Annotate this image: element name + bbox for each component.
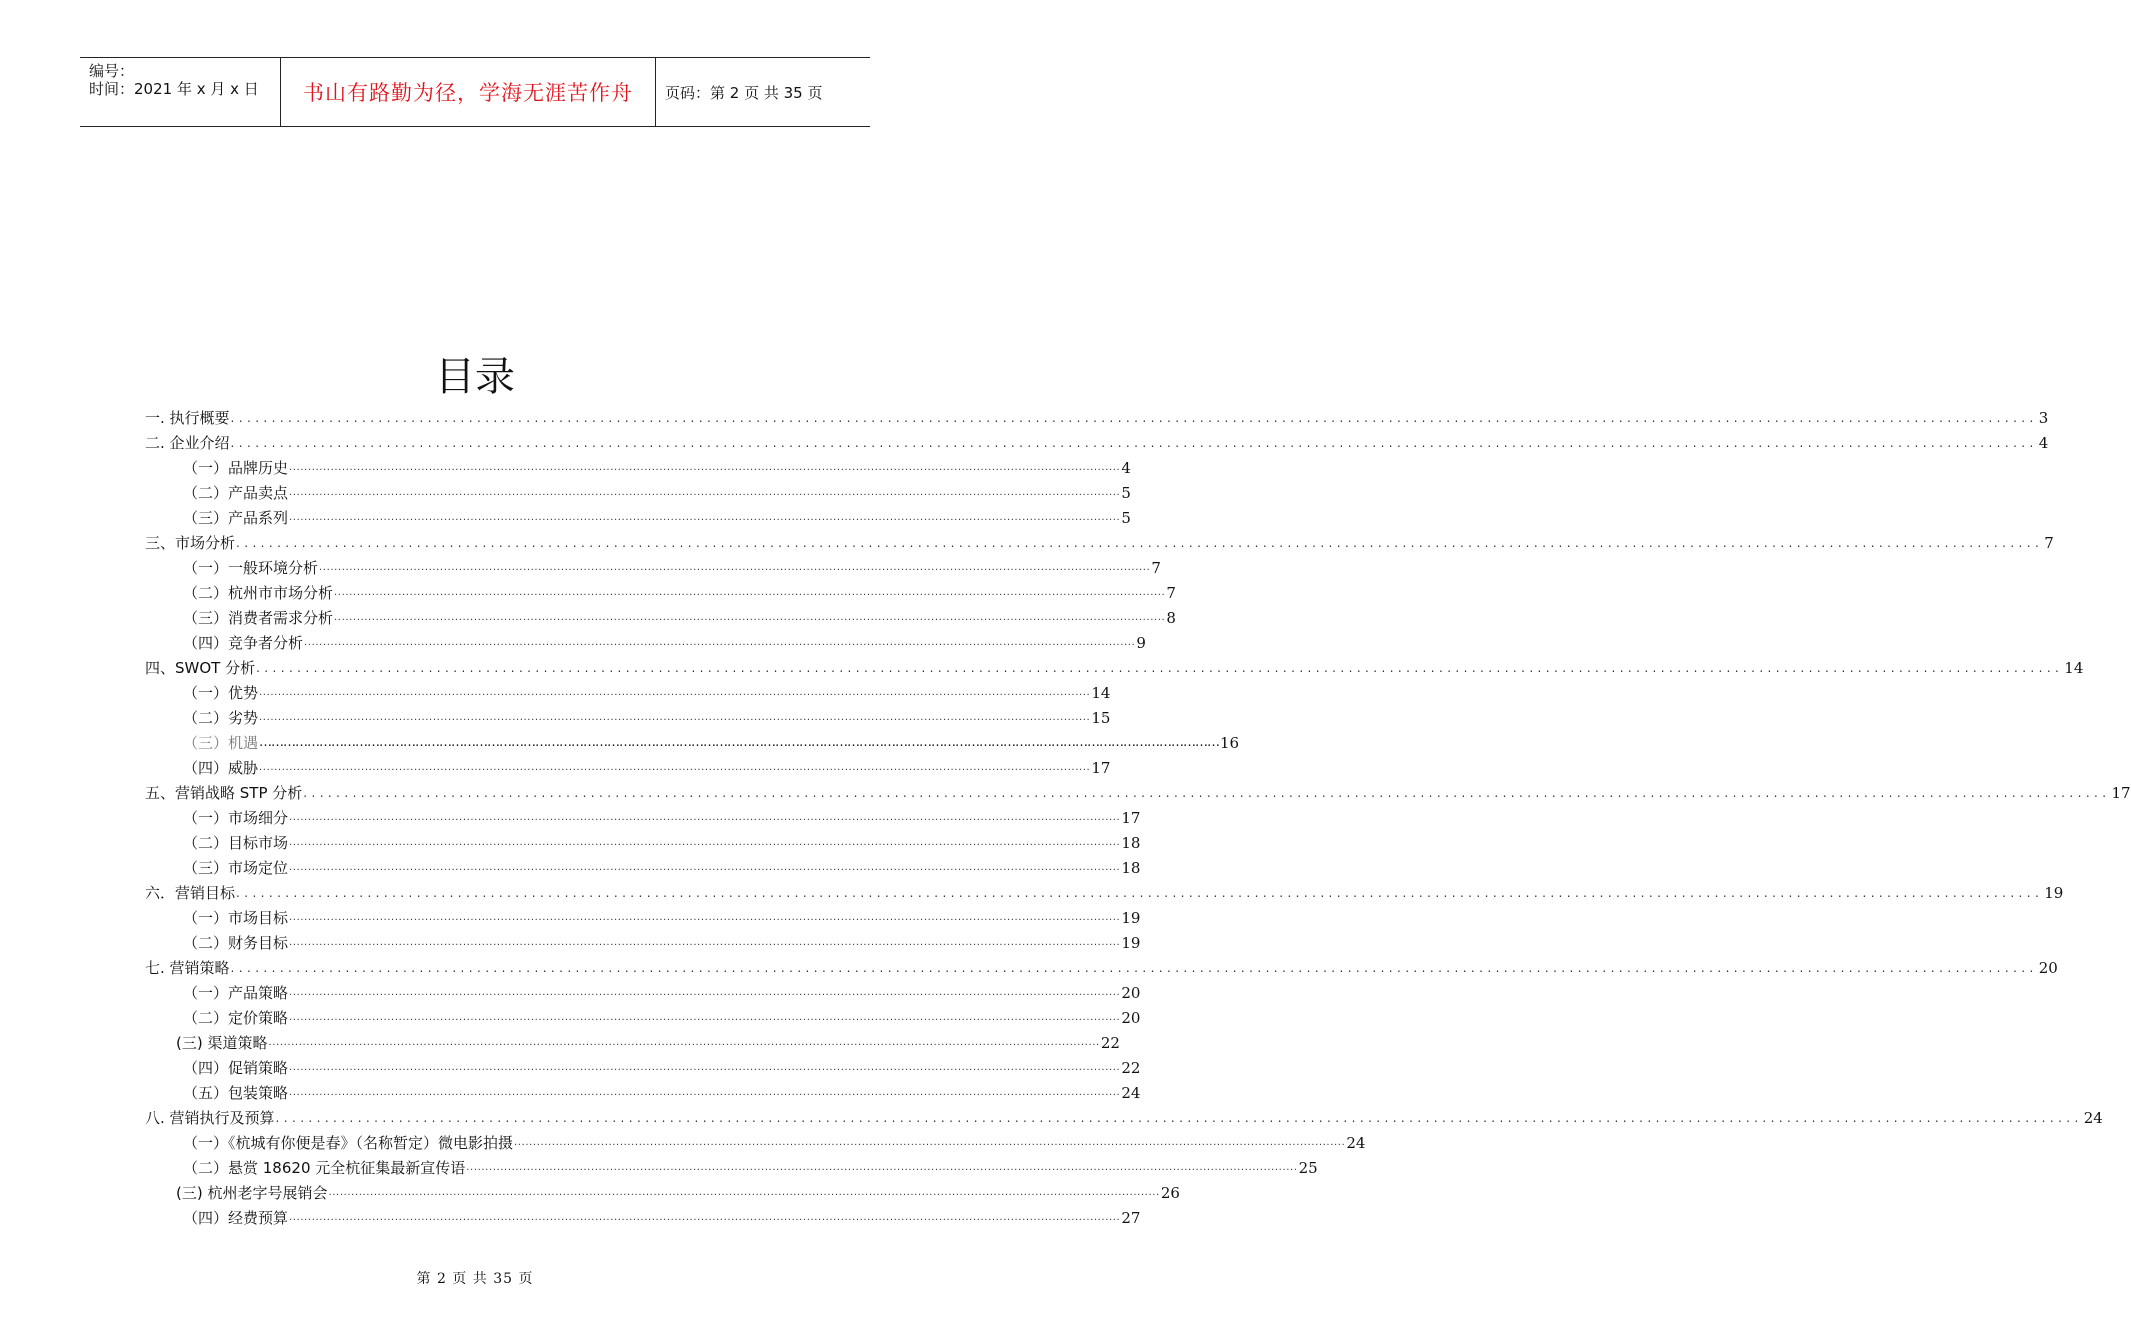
toc-leader: ............................................................................................................................................................................................................................ bbox=[514, 1137, 1346, 1148]
toc-leader: ............................................................................................................................................................................................................................ bbox=[289, 862, 1121, 873]
toc-entry-label: （二）财务目标 bbox=[183, 934, 289, 952]
toc-entry-page: 16 bbox=[1220, 734, 1240, 752]
toc-entry-page: 4 bbox=[1121, 459, 1131, 477]
toc-leader: ............................................................................................................................................................................................................................ bbox=[334, 612, 1166, 623]
toc-entry-page: 17 bbox=[2111, 784, 2131, 802]
table-of-contents bbox=[145, 403, 2131, 1228]
toc-entry-label: （四）竞争者分析 bbox=[183, 634, 304, 652]
toc-entry-page: 20 bbox=[1121, 984, 1141, 1002]
toc-leader: ............................................................................................................................................................................................................................ bbox=[289, 987, 1121, 998]
toc-entry-page: 7 bbox=[2044, 534, 2054, 552]
toc-entry-label: （四）经费预算 bbox=[183, 1209, 289, 1227]
toc-entry-page: 26 bbox=[1160, 1184, 1180, 1202]
toc-entry[interactable] bbox=[145, 1128, 1366, 1153]
toc-entry-label: 四、SWOT 分析 bbox=[145, 659, 256, 677]
toc-entry[interactable] bbox=[145, 453, 1131, 478]
toc-entry[interactable] bbox=[145, 478, 1131, 503]
toc-entry-label: 一. 执行概要 bbox=[145, 409, 230, 427]
toc-entry-label: （三）产品系列 bbox=[183, 509, 289, 527]
page-footer: 第 2 页 共 35 页 bbox=[416, 1271, 534, 1287]
toc-leader: ............................................................................................................................................................................................................................ bbox=[256, 661, 2064, 675]
toc-entry-label: （四）威胁 bbox=[183, 759, 259, 777]
toc-entry[interactable] bbox=[145, 1153, 1318, 1178]
header-motto: 书山有路勤为径，学海无涯苦作舟 bbox=[281, 58, 656, 126]
toc-entry-page: 3 bbox=[2038, 409, 2049, 427]
toc-leader: ............................................................................................................................................................................................................................ bbox=[236, 886, 2044, 900]
toc-entry-label: （二）目标市场 bbox=[183, 834, 289, 852]
number-label: 编号： bbox=[89, 62, 135, 80]
toc-leader: ............................................................................................................................................................................................................................ bbox=[230, 411, 2038, 425]
toc-entry-page: 18 bbox=[1121, 859, 1141, 877]
toc-entry-page: 7 bbox=[1166, 584, 1176, 602]
toc-entry-page: 22 bbox=[1121, 1059, 1141, 1077]
toc-entry-label: （五）包装策略 bbox=[183, 1084, 289, 1102]
toc-leader: ............................................................................................................................................................................................................................ bbox=[289, 462, 1121, 473]
toc-entry[interactable] bbox=[145, 728, 1240, 753]
toc-entry-page: 5 bbox=[1121, 484, 1131, 502]
toc-entry-label: （一）一般环境分析 bbox=[183, 559, 319, 577]
toc-entry-label: （三）机遇 bbox=[183, 734, 259, 752]
toc-entry-label: 五、营销战略 STP 分析 bbox=[145, 784, 303, 802]
toc-entry-label: 三、市场分析 bbox=[145, 534, 236, 552]
toc-entry[interactable] bbox=[145, 703, 1111, 728]
toc-entry[interactable] bbox=[145, 403, 2049, 428]
toc-entry[interactable] bbox=[145, 753, 1111, 778]
toc-entry-label: （一）市场细分 bbox=[183, 809, 289, 827]
toc-entry-page: 18 bbox=[1121, 834, 1141, 852]
toc-entry-label: （一）优势 bbox=[183, 684, 259, 702]
toc-entry-page: 27 bbox=[1121, 1209, 1141, 1227]
toc-entry-page: 7 bbox=[1151, 559, 1161, 577]
toc-entry-page: 19 bbox=[2044, 884, 2064, 902]
toc-leader: ............................................................................................................................................................................................................................ bbox=[328, 1187, 1160, 1198]
toc-entry[interactable] bbox=[145, 1103, 2103, 1128]
toc-leader: ............................................................................................................................................................................................................................ bbox=[230, 961, 2038, 975]
toc-entry[interactable] bbox=[145, 978, 1141, 1003]
toc-entry-label: （二）定价策略 bbox=[183, 1009, 289, 1027]
toc-entry-label: （一）产品策略 bbox=[183, 984, 289, 1002]
toc-entry-label: (三) 渠道策略 bbox=[176, 1034, 268, 1052]
toc-entry[interactable] bbox=[145, 1003, 1141, 1028]
toc-entry-page: 24 bbox=[1346, 1134, 1366, 1152]
toc-entry[interactable] bbox=[145, 903, 1141, 928]
toc-leader: ............................................................................................................................................................................................................................ bbox=[289, 937, 1121, 948]
toc-leader: ............................................................................................................................................................................................................................ bbox=[289, 812, 1121, 823]
toc-leader: ............................................................................................................................................................................................................................ bbox=[334, 587, 1166, 598]
toc-entry-page: 9 bbox=[1136, 634, 1146, 652]
toc-entry-page: 17 bbox=[1121, 809, 1141, 827]
toc-entry-page: 19 bbox=[1121, 909, 1141, 927]
toc-entry[interactable] bbox=[145, 603, 1176, 628]
toc-entry-page: 14 bbox=[2064, 659, 2084, 677]
toc-entry[interactable] bbox=[145, 528, 2054, 553]
toc-entry-page: 25 bbox=[1298, 1159, 1318, 1177]
toc-leader: ............................................................................................................................................................................................................................ bbox=[289, 1012, 1121, 1023]
toc-leader: ............................................................................................................................................................................................................................ bbox=[275, 1111, 2083, 1125]
toc-entry[interactable] bbox=[145, 1028, 1120, 1053]
toc-entry[interactable] bbox=[145, 1203, 1141, 1228]
toc-entry-page: 22 bbox=[1100, 1034, 1120, 1052]
toc-entry[interactable] bbox=[145, 878, 2064, 903]
toc-entry-page: 17 bbox=[1091, 759, 1111, 777]
toc-entry-page: 20 bbox=[2038, 959, 2058, 977]
toc-leader: ............................................................................................................................................................................................................................ bbox=[466, 1162, 1298, 1173]
toc-entry-label: （一）市场目标 bbox=[183, 909, 289, 927]
toc-leader: ............................................................................................................................................................................................................................ bbox=[303, 786, 2111, 800]
page-header bbox=[80, 57, 870, 127]
toc-entry[interactable] bbox=[145, 428, 2049, 453]
toc-entry[interactable] bbox=[145, 1078, 1141, 1103]
toc-leader: …………………………………………………………………………………………………………………………………………………………………………………………………………………… bbox=[259, 735, 1220, 750]
toc-leader: ............................................................................................................................................................................................................................ bbox=[289, 837, 1121, 848]
toc-entry-label: （二）悬赏 18620 元全杭征集最新宣传语 bbox=[183, 1159, 466, 1177]
toc-entry[interactable] bbox=[145, 928, 1141, 953]
toc-entry-page: 24 bbox=[2083, 1109, 2103, 1127]
toc-entry-label: 二. 企业介绍 bbox=[145, 434, 230, 452]
toc-entry-label: 八. 营销执行及预算 bbox=[145, 1109, 275, 1127]
toc-entry[interactable] bbox=[145, 778, 2131, 803]
toc-leader: ............................................................................................................................................................................................................................ bbox=[259, 687, 1091, 698]
toc-entry-label: 六．营销目标 bbox=[145, 884, 236, 902]
toc-entry[interactable] bbox=[145, 653, 2084, 678]
toc-leader: ............................................................................................................................................................................................................................ bbox=[230, 436, 2038, 450]
toc-leader: ............................................................................................................................................................................................................................ bbox=[319, 562, 1151, 573]
header-meta bbox=[80, 58, 281, 126]
toc-entry-label: （一）品牌历史 bbox=[183, 459, 289, 477]
toc-title: 目录 bbox=[435, 354, 515, 400]
toc-entry[interactable] bbox=[145, 503, 1131, 528]
time-label: 时间：2021 年 x 月 x 日 bbox=[89, 80, 259, 98]
toc-entry-page: 4 bbox=[2038, 434, 2049, 452]
toc-leader: ............................................................................................................................................................................................................................ bbox=[259, 712, 1091, 723]
toc-entry-label: （二）产品卖点 bbox=[183, 484, 289, 502]
toc-entry[interactable] bbox=[145, 1053, 1141, 1078]
toc-leader: ............................................................................................................................................................................................................................ bbox=[289, 1087, 1121, 1098]
toc-entry[interactable] bbox=[145, 828, 1141, 853]
header-page-label: 页码：第 2 页 共 35 页 bbox=[665, 83, 823, 102]
toc-entry-label: (三) 杭州老字号展销会 bbox=[176, 1184, 328, 1202]
toc-entry-label: （二）劣势 bbox=[183, 709, 259, 727]
toc-entry-label: （三）消费者需求分析 bbox=[183, 609, 334, 627]
toc-entry[interactable] bbox=[145, 1178, 1180, 1203]
toc-leader: ............................................................................................................................................................................................................................ bbox=[236, 536, 2044, 550]
toc-entry-page: 14 bbox=[1091, 684, 1111, 702]
toc-entry-label: （一）《杭城有你便是春》（名称暂定）微电影拍摄 bbox=[183, 1134, 514, 1152]
toc-leader: ............................................................................................................................................................................................................................ bbox=[289, 1212, 1121, 1223]
toc-entry-label: 七. 营销策略 bbox=[145, 959, 230, 977]
toc-entry[interactable] bbox=[145, 628, 1146, 653]
toc-leader: ............................................................................................................................................................................................................................ bbox=[289, 487, 1121, 498]
toc-entry-label: （二）杭州市市场分析 bbox=[183, 584, 334, 602]
toc-entry-page: 19 bbox=[1121, 934, 1141, 952]
toc-entry[interactable] bbox=[145, 678, 1111, 703]
toc-entry[interactable] bbox=[145, 803, 1141, 828]
toc-entry-page: 5 bbox=[1121, 509, 1131, 527]
toc-leader: ............................................................................................................................................................................................................................ bbox=[289, 1062, 1121, 1073]
toc-entry-label: （四）促销策略 bbox=[183, 1059, 289, 1077]
toc-leader: ............................................................................................................................................................................................................................ bbox=[304, 637, 1136, 648]
toc-leader: ............................................................................................................................................................................................................................ bbox=[289, 912, 1121, 923]
toc-entry[interactable] bbox=[145, 853, 1141, 878]
toc-leader: ............................................................................................................................................................................................................................ bbox=[259, 762, 1091, 773]
toc-entry[interactable] bbox=[145, 578, 1176, 603]
toc-leader: ............................................................................................................................................................................................................................ bbox=[268, 1037, 1100, 1048]
toc-entry-page: 20 bbox=[1121, 1009, 1141, 1027]
toc-entry-page: 15 bbox=[1091, 709, 1111, 727]
toc-entry[interactable] bbox=[145, 553, 1161, 578]
toc-entry-label: （三）市场定位 bbox=[183, 859, 289, 877]
toc-entry-page: 8 bbox=[1166, 609, 1176, 627]
toc-entry-page: 24 bbox=[1121, 1084, 1141, 1102]
toc-entry[interactable] bbox=[145, 953, 2058, 978]
toc-leader: ............................................................................................................................................................................................................................ bbox=[289, 512, 1121, 523]
